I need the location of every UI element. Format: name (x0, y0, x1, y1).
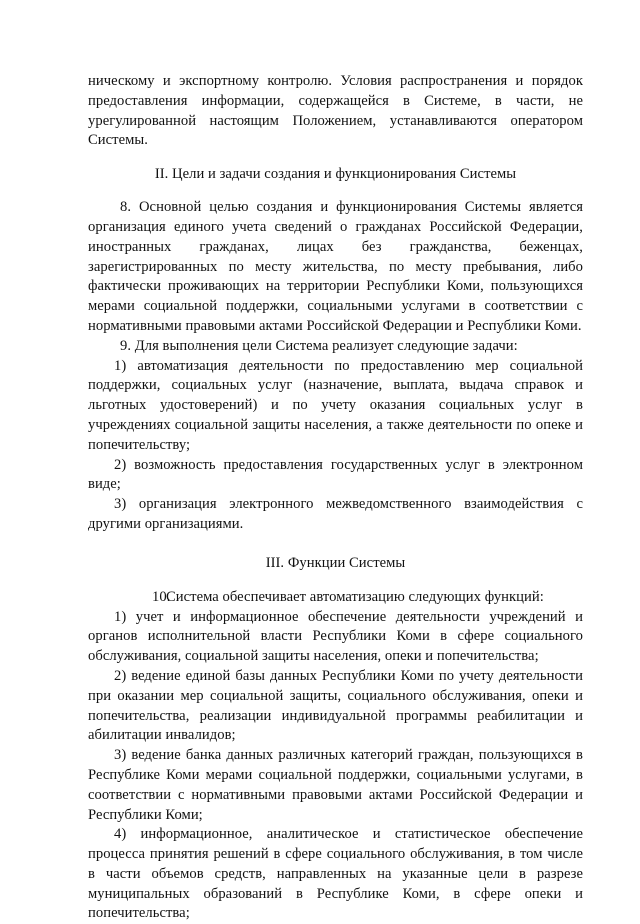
paragraph-10-text: Система обеспечивает автоматизацию следующих функций: (166, 588, 544, 605)
function-item-4: 4) информационное, аналитическое и статистическое обеспечение процесса принятия решений в сфере социального обслуживания, в том числе в части объемов средств, направленных на указанные цели в разрезе муниципальных образований в Республике Коми, в сфере опеки и попечительства; (88, 826, 583, 922)
function-item-2: 2) ведение единой базы данных Республики Коми по учету деятельности при оказании мер социальной защиты, социального обслуживания, опеки и попечительства, реализации индивидуальной программы реабилитации и абилитации инвалидов; (88, 667, 583, 744)
section-2-heading: II. Цели и задачи создания и функционирования Системы (154, 166, 517, 183)
task-item-1: 1) автоматизация деятельности по предоставлению мер социальной поддержки, социальных услуг (назначение, выплата, выдача справок и льготных удостоверений) и по учету оказания социальных услуг в учреждениях социальной защиты населения, а также деятельности по опеке и попечительству; (88, 357, 583, 453)
intro-paragraph: ническому и экспортному контролю. Условия распространения и порядок предоставления информации, содержащейся в Системе, в части, не урегулированной настоящим Положением, устанавливаются оператором Системы. (88, 73, 583, 149)
document-page (88, 72, 583, 924)
paragraph-9: 9. Для выполнения цели Система реализует следующие задачи: (120, 337, 518, 354)
function-item-1: 1) учет и информационное обеспечение деятельности учреждений и органов исполнительной власти Республики Коми в сфере социального обслуживания, социальной защиты населения, опеки и попечительства; (88, 608, 583, 665)
paragraph-8: 8. Основной целью создания и функционирования Системы является организация единого учета сведений о гражданах Российской Федерации, иностранных гражданах, лицах без гражданства, беженцах, зарегистрированных по месту жительства, по месту пребывания, либо фактически проживающих на территории Республики Коми, пользующихся мерами социальной поддержки, социальными услугами в соответствии с нормативными правовыми актами Российской Федерации и Республики Коми. (88, 199, 583, 334)
paragraph-10-number: 10. (152, 588, 171, 605)
paragraph-10 (88, 588, 583, 608)
task-item-3: 3) организация электронного межведомственного взаимодействия с другими организациями. (88, 496, 583, 532)
task-item-2: 2) возможность предоставления государственных услуг в электронном виде; (88, 456, 583, 493)
section-3-heading: III. Функции Системы (265, 554, 406, 571)
function-item-3: 3) ведение банка данных различных категорий граждан, пользующихся в Республике Коми мерами социальной поддержки, социальными услугами, в соответствии с нормативными правовыми актами Российской Федерации и Республики Коми; (88, 747, 583, 823)
